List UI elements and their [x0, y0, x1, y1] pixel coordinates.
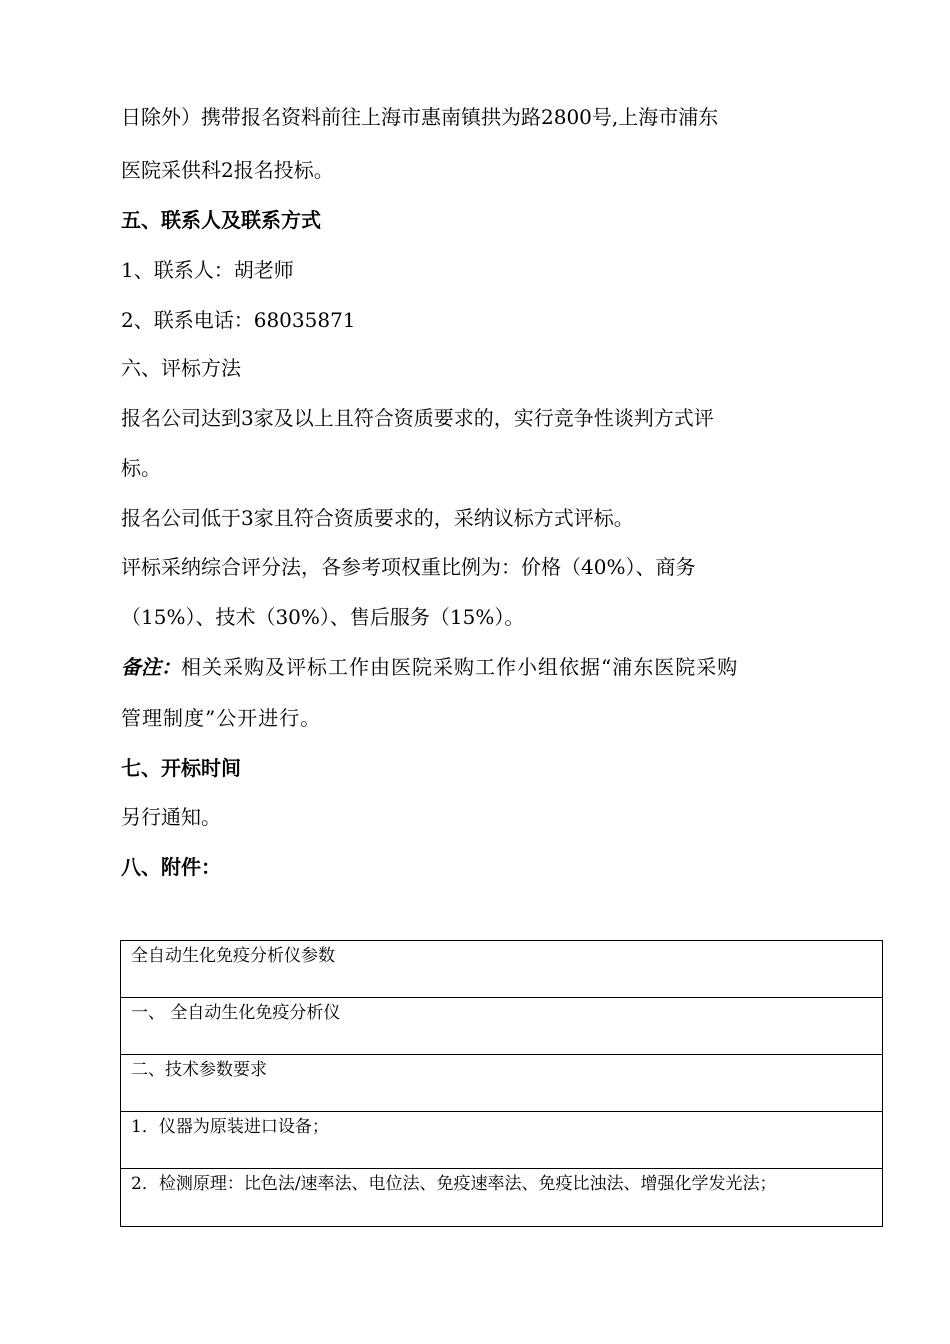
section-heading-attachment: 八、附件： — [121, 855, 221, 879]
note-paragraph — [121, 653, 738, 681]
attachment-table — [120, 940, 883, 1227]
section-heading-evaluation: 六、评标方法 — [121, 356, 241, 380]
table-row: 2．检测原理：比色法/速率法、电位法、免疫速率法、免疫比浊法、增强化学发光法； — [131, 1174, 777, 1194]
paragraph-registration-dept: 医院采供科2报名投标。 — [121, 158, 334, 182]
opening-time: 另行通知。 — [121, 805, 221, 829]
section-heading-opening: 七、开标时间 — [121, 756, 241, 780]
note-label: 备注： — [121, 655, 181, 679]
contact-phone: 2、联系电话：68035871 — [121, 308, 356, 332]
table-row: 一、 全自动生化免疫分析仪 — [121, 998, 882, 1055]
evaluation-method-1-cont: 标。 — [121, 456, 161, 480]
table-row: 1．仪器为原装进口设备； — [121, 1112, 882, 1169]
paragraph-registration-address: 日除外）携带报名资料前往上海市惠南镇拱为路2800号,上海市浦东 — [121, 105, 719, 129]
evaluation-method-1: 报名公司达到3家及以上且符合资质要求的，实行竞争性谈判方式评 — [121, 406, 714, 430]
note-paragraph-cont: 管理制度”公开进行。 — [121, 706, 322, 730]
note-text: 相关采购及评标工作由医院采购工作小组依据“浦东医院采购 — [181, 655, 739, 679]
section-heading-contact: 五、联系人及联系方式 — [121, 208, 321, 232]
contact-person: 1、联系人：胡老师 — [121, 258, 294, 282]
table-row: 二、技术参数要求 — [121, 1055, 882, 1112]
table-row: 全自动生化免疫分析仪参数 — [121, 941, 882, 998]
evaluation-method-3: 评标采纳综合评分法，各参考项权重比例为：价格（40%）、商务 — [121, 555, 696, 579]
evaluation-method-2: 报名公司低于3家且符合资质要求的，采纳议标方式评标。 — [121, 506, 634, 530]
evaluation-method-3-cont: （15%）、技术（30%）、售后服务（15%）。 — [121, 605, 525, 629]
